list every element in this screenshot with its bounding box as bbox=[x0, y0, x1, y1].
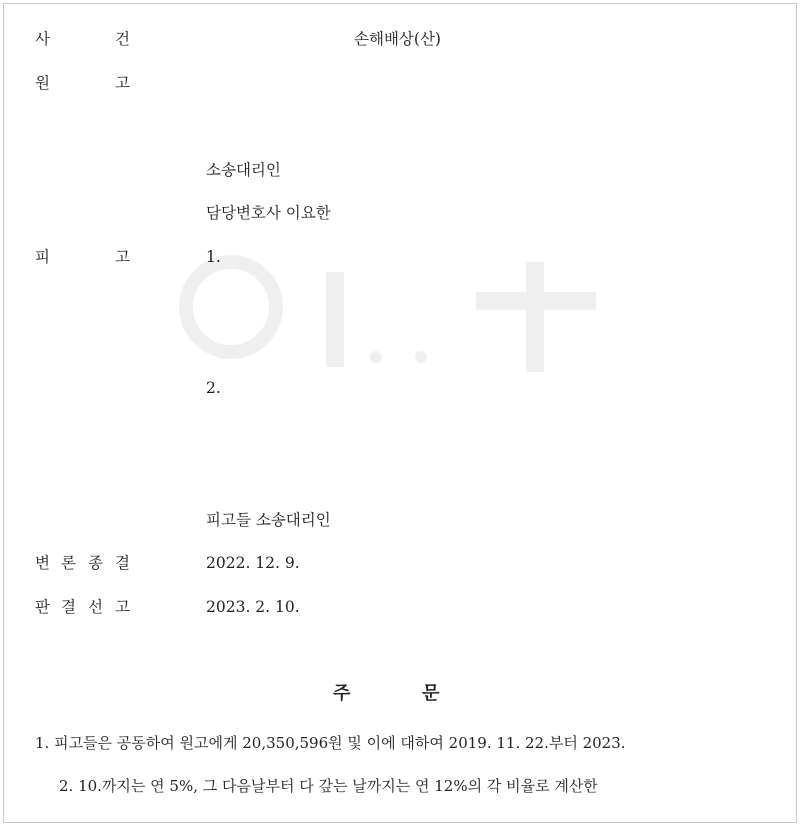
ruling-heading-char-1: 주 bbox=[333, 683, 351, 704]
watermark-logo bbox=[176, 252, 616, 382]
sentence-label-char-2: 결 bbox=[61, 598, 76, 616]
defendant-counsel-title: 피고들 소송대리인 bbox=[206, 511, 331, 529]
ruling-line-2: 2. 10.까지는 연 5%, 그 다음날부터 다 갚는 날까지는 연 12%의 각 비율로 계산한 bbox=[59, 777, 598, 795]
case-label-char-1: 사 bbox=[35, 30, 50, 48]
ruling-line-1: 1. 피고들은 공동하여 원고에게 20,350,596원 및 이에 대하여 2019. 11. 22.부터 2023. bbox=[35, 734, 626, 752]
defendant-item-2: 2. bbox=[206, 379, 221, 397]
judgment-document bbox=[3, 3, 797, 823]
closing-date: 2022. 12. 9. bbox=[206, 554, 300, 572]
defendant-label-char-2: 고 bbox=[115, 248, 130, 266]
closing-label-char-1: 변 bbox=[35, 554, 50, 572]
closing-label-char-2: 론 bbox=[61, 554, 76, 572]
closing-label-char-4: 결 bbox=[115, 554, 130, 572]
case-label-char-2: 건 bbox=[115, 30, 130, 48]
sentence-date: 2023. 2. 10. bbox=[206, 598, 300, 616]
plaintiff-counsel-title: 소송대리인 bbox=[206, 161, 281, 179]
plaintiff-attorney: 담당변호사 이요한 bbox=[206, 204, 331, 222]
ruling-heading-char-2: 문 bbox=[422, 683, 440, 704]
plaintiff-label-char-2: 고 bbox=[115, 74, 130, 92]
closing-label-char-3: 종 bbox=[88, 554, 103, 572]
defendant-item-1: 1. bbox=[206, 248, 221, 266]
sentence-label-char-3: 선 bbox=[88, 598, 103, 616]
defendant-label-char-1: 피 bbox=[35, 248, 50, 266]
sentence-label-char-4: 고 bbox=[115, 598, 130, 616]
sentence-label-char-1: 판 bbox=[35, 598, 50, 616]
plaintiff-label-char-1: 원 bbox=[35, 74, 50, 92]
case-name: 손해배상(산) bbox=[354, 30, 441, 48]
